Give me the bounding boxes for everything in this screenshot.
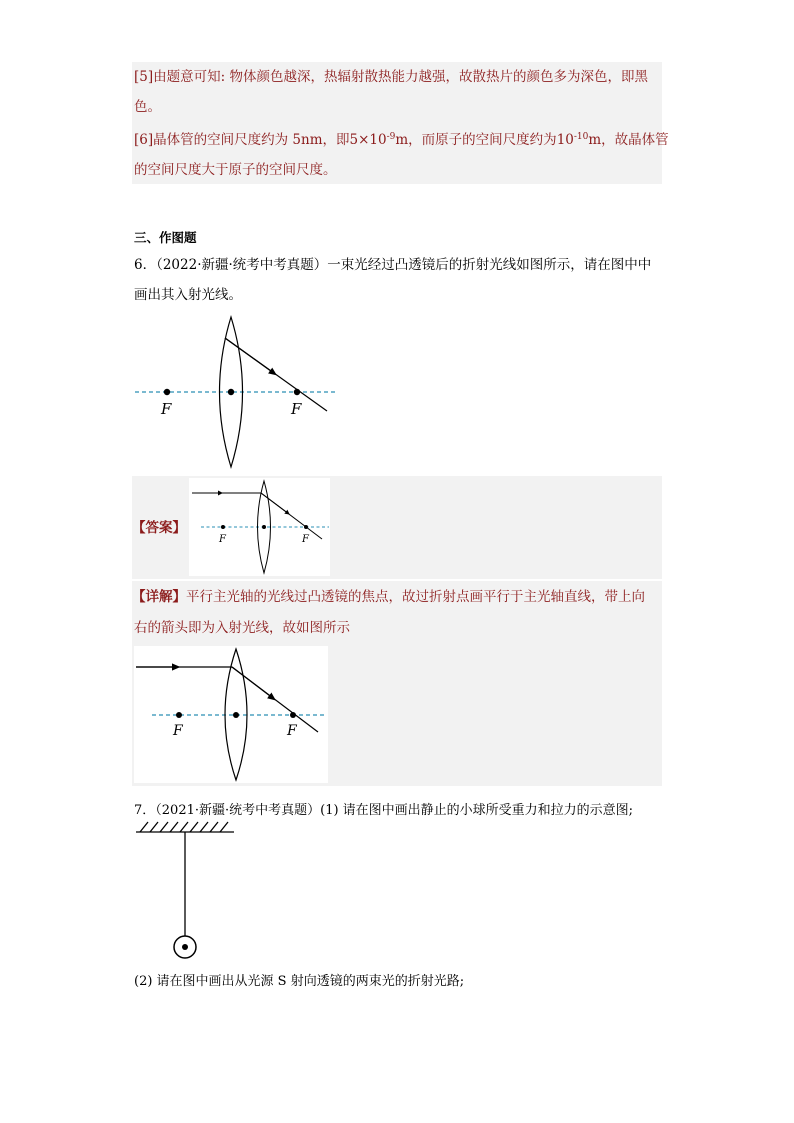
detail-line-2: 右的箭头即为入射光线，故如图所示 xyxy=(134,620,350,636)
answer-line-3-c: m，而原子的空间尺度约为 xyxy=(395,132,557,148)
answer-focus-label-right: F xyxy=(302,534,309,545)
focus-left-dot xyxy=(164,389,170,395)
answer-line-3-exp2: -10 xyxy=(573,132,589,142)
answer-line-1: [5]由题意可知: 物体颜色越深，热辐射散热能力越强，故散热片的颜色多为深色，即黑 xyxy=(134,69,648,85)
answer-line-2: 色。 xyxy=(134,99,161,115)
answer-line-3-d: 10 xyxy=(556,132,574,148)
focus-right-dot xyxy=(294,389,300,395)
detail-focus-label-left: F xyxy=(173,723,183,739)
q6-line-1: 6．（2022·新疆·统考中考真题）一束光经过凸透镜后的折射光线如图所示，请在图中中 xyxy=(134,257,652,273)
detail-line-1-text: 平行主光轴的光线过凸透镜的焦点，故过折射点画平行于主光轴直线，带上向 xyxy=(186,589,645,605)
q7-part-2: (2) 请在图中画出从光源 S 射向透镜的两束光的折射光路; xyxy=(134,974,465,989)
q7-pendulum-figure xyxy=(130,818,240,963)
refracted-ray-arrow xyxy=(225,338,275,374)
answer-label: 【答案】 xyxy=(132,520,186,536)
ball-center xyxy=(182,944,188,950)
q6-lens-figure xyxy=(130,312,340,474)
focus-label-left: F xyxy=(161,400,172,418)
answer-line-3 xyxy=(134,130,669,150)
answer-focus-label-left: F xyxy=(219,534,226,545)
optical-center-dot xyxy=(228,389,234,395)
focus-label-right: F xyxy=(291,400,302,418)
detail-label: 【详解】 xyxy=(132,589,186,605)
q6-line-2: 画出其入射光线。 xyxy=(134,287,242,303)
answer-line-4: 的空间尺度大于原子的空间尺度。 xyxy=(134,162,337,178)
section-title: 三、作图题 xyxy=(134,230,197,245)
answer-line-3-e: m，故晶体管 xyxy=(588,132,669,148)
answer-line-3-b: 5×10 xyxy=(349,132,387,148)
q7-line-1: 7．（2021·新疆·统考中考真题）(1) 请在图中画出静止的小球所受重力和拉力的示意图; xyxy=(134,803,634,818)
answer-line-3-exp1: -9 xyxy=(386,132,396,142)
detail-line-1 xyxy=(132,587,645,607)
answer-lens-figure xyxy=(189,478,330,576)
detail-lens-figure xyxy=(134,646,328,783)
answer-line-3-a: [6]晶体管的空间尺度约为 5nm，即 xyxy=(134,132,350,148)
detail-focus-label-right: F xyxy=(287,723,297,739)
